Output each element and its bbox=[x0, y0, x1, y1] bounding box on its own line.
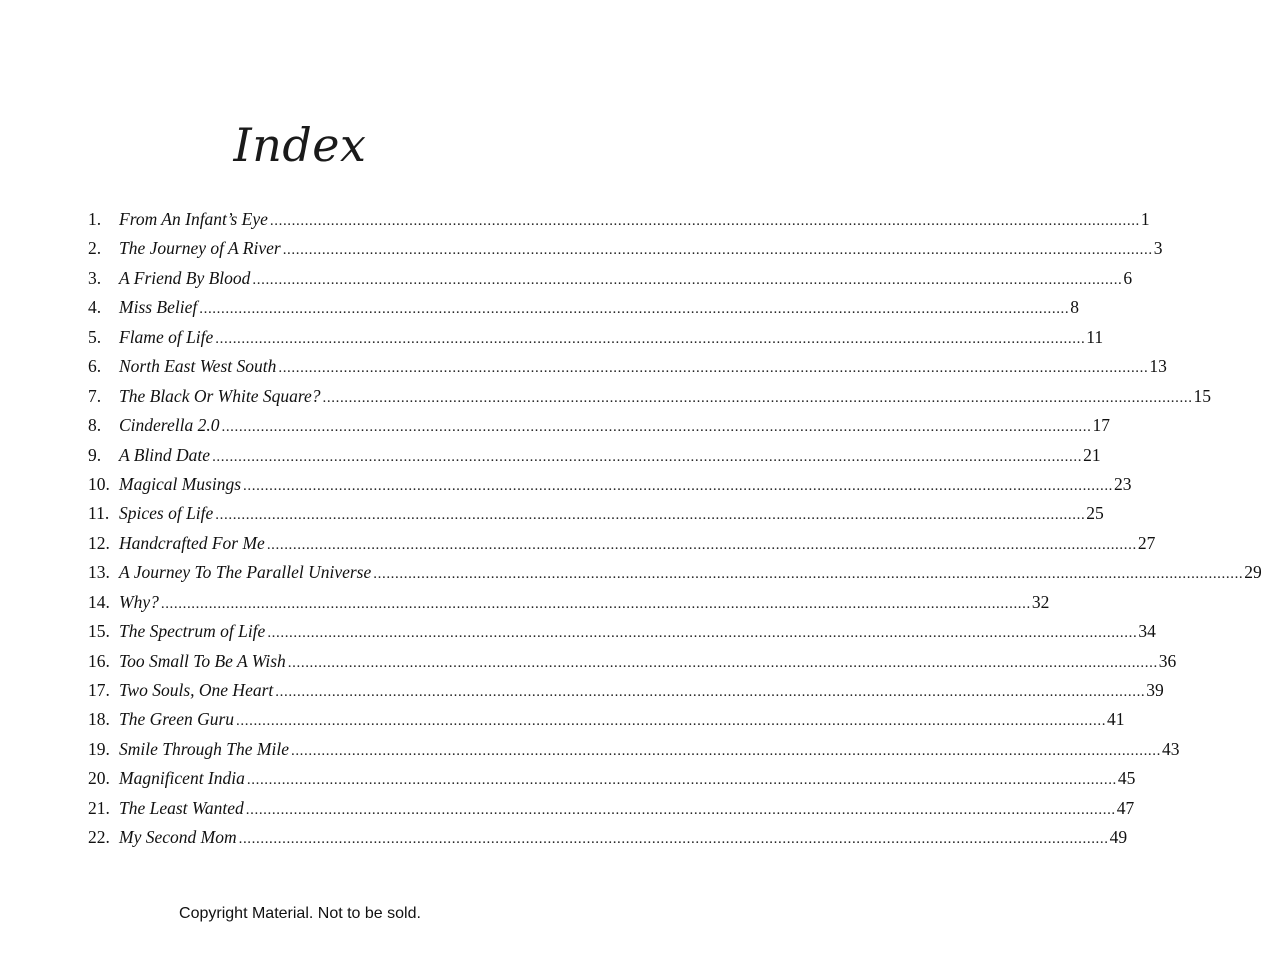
toc-entry-page-number: 43 bbox=[1161, 738, 1180, 759]
toc-entry[interactable] bbox=[88, 470, 1132, 499]
toc-entry-number: 21. bbox=[88, 797, 110, 818]
toc-dot-leader: ........................................................................................................................................................................................................ bbox=[215, 507, 1086, 524]
toc-dot-leader: ........................................................................................................................................................................................................ bbox=[212, 448, 1083, 465]
toc-entry-page-number: 3 bbox=[1153, 238, 1163, 259]
toc-entry-page-number: 32 bbox=[1031, 591, 1050, 612]
toc-entry-number: 16. bbox=[88, 650, 110, 671]
toc-dot-leader: ........................................................................................................................................................................................................ bbox=[278, 360, 1149, 377]
toc-entry[interactable] bbox=[88, 205, 1150, 234]
toc-dot-leader: ........................................................................................................................................................................................................ bbox=[269, 213, 1140, 229]
toc-dot-leader: ........................................................................................................................................................................................................ bbox=[245, 801, 1116, 818]
toc-entry-page-number: 15 bbox=[1193, 385, 1212, 406]
toc-entry-page-number: 47 bbox=[1116, 797, 1135, 818]
toc-entry-title[interactable]: Magnificent India bbox=[119, 768, 245, 789]
toc-entry-page-number: 21 bbox=[1083, 444, 1101, 465]
toc-entry-title[interactable]: The Spectrum of Life bbox=[119, 621, 266, 642]
toc-entry-title[interactable]: My Second Mom bbox=[119, 827, 237, 848]
toc-entry-number: 8. bbox=[88, 415, 102, 436]
toc-entry-page-number: 6 bbox=[1123, 267, 1133, 288]
toc-entry[interactable] bbox=[88, 705, 1125, 734]
copyright-footer: Copyright Material. Not to be sold. bbox=[179, 905, 421, 922]
toc-entry[interactable] bbox=[88, 676, 1164, 705]
toc-entry-title[interactable]: Miss Belief bbox=[119, 297, 198, 318]
toc-entry-title[interactable]: The Green Guru bbox=[119, 709, 235, 730]
toc-entry-page-number: 29 bbox=[1244, 562, 1262, 583]
toc-entry[interactable] bbox=[88, 647, 1177, 676]
toc-dot-leader: ........................................................................................................................................................................................................ bbox=[322, 389, 1193, 406]
toc-dot-leader: ........................................................................................................................................................................................................ bbox=[160, 595, 1031, 612]
toc-entry-page-number: 8 bbox=[1070, 297, 1079, 318]
toc-entry-number: 18. bbox=[88, 709, 110, 730]
toc-entry[interactable] bbox=[88, 323, 1104, 352]
toc-entry-title[interactable]: Smile Through The Mile bbox=[119, 738, 289, 759]
toc-entry[interactable] bbox=[88, 794, 1135, 823]
toc-entry[interactable] bbox=[88, 441, 1101, 470]
toc-dot-leader: ........................................................................................................................................................................................................ bbox=[221, 419, 1092, 436]
toc-dot-leader: ........................................................................................................................................................................................................ bbox=[238, 831, 1109, 848]
toc-dot-leader: ........................................................................................................................................................................................................ bbox=[290, 742, 1161, 759]
toc-entry-title[interactable]: Cinderella 2.0 bbox=[119, 415, 220, 436]
toc-entry[interactable] bbox=[88, 293, 1079, 322]
toc-entry-page-number: 49 bbox=[1109, 827, 1128, 848]
toc-entry-title[interactable]: The Black Or White Square? bbox=[119, 385, 321, 406]
toc-entry-number: 1. bbox=[88, 209, 102, 229]
toc-entry-page-number: 41 bbox=[1107, 709, 1125, 730]
toc-entry-title[interactable]: A Journey To The Parallel Universe bbox=[119, 562, 372, 583]
toc-entry-number: 10. bbox=[88, 473, 110, 494]
toc-entry-page-number: 39 bbox=[1146, 680, 1164, 700]
toc-dot-leader: ........................................................................................................................................................................................................ bbox=[267, 625, 1138, 642]
toc-entry-number: 15. bbox=[88, 621, 110, 642]
toc-entry-title[interactable]: From An Infant’s Eye bbox=[119, 209, 268, 229]
toc-entry[interactable] bbox=[88, 735, 1180, 764]
toc-entry-page-number: 25 bbox=[1086, 503, 1104, 524]
toc-entry-title[interactable]: The Journey of A River bbox=[119, 238, 281, 259]
toc-entry-title[interactable]: Two Souls, One Heart bbox=[119, 680, 274, 700]
toc-entry-page-number: 23 bbox=[1114, 473, 1132, 494]
toc-entry-page-number: 11 bbox=[1086, 326, 1104, 347]
toc-entry-page-number: 17 bbox=[1092, 415, 1110, 436]
toc-entry-number: 5. bbox=[88, 326, 102, 347]
toc-dot-leader: ........................................................................................................................................................................................................ bbox=[282, 242, 1153, 259]
toc-dot-leader: ........................................................................................................................................................................................................ bbox=[199, 301, 1070, 318]
toc-dot-leader: ........................................................................................................................................................................................................ bbox=[373, 566, 1244, 583]
toc-entry-page-number: 27 bbox=[1137, 532, 1156, 553]
toc-entry-title[interactable]: A Friend By Blood bbox=[119, 267, 251, 288]
toc-entry-page-number: 1 bbox=[1140, 209, 1150, 229]
toc-entry-number: 17. bbox=[88, 680, 110, 700]
toc-entry[interactable] bbox=[88, 764, 1136, 793]
toc-entry-number: 12. bbox=[88, 532, 110, 553]
toc-entry-number: 11. bbox=[88, 503, 110, 524]
toc-entry-number: 9. bbox=[88, 444, 102, 465]
toc-entry-title[interactable]: Why? bbox=[119, 591, 159, 612]
toc-entry[interactable] bbox=[88, 411, 1110, 440]
toc-entry[interactable] bbox=[88, 823, 1128, 852]
toc-entry-title[interactable]: Too Small To Be A Wish bbox=[119, 650, 286, 671]
toc-entry[interactable] bbox=[88, 499, 1104, 528]
toc-entry-page-number: 34 bbox=[1138, 621, 1156, 642]
toc-entry-page-number: 45 bbox=[1117, 768, 1136, 789]
toc-entry[interactable] bbox=[88, 558, 1262, 587]
toc-dot-leader: ........................................................................................................................................................................................................ bbox=[243, 477, 1114, 494]
toc-entry-title[interactable]: Spices of Life bbox=[119, 503, 214, 524]
toc-entry-number: 13. bbox=[88, 562, 110, 583]
toc-entry-number: 7. bbox=[88, 385, 102, 406]
toc-entry-number: 20. bbox=[88, 768, 110, 789]
toc-entry-title[interactable]: The Least Wanted bbox=[119, 797, 244, 818]
toc-entry-title[interactable]: Handcrafted For Me bbox=[119, 532, 265, 553]
toc-dot-leader: ........................................................................................................................................................................................................ bbox=[215, 330, 1086, 347]
toc-dot-leader: ........................................................................................................................................................................................................ bbox=[236, 713, 1107, 730]
toc-dot-leader: ........................................................................................................................................................................................................ bbox=[266, 536, 1137, 553]
toc-entry[interactable] bbox=[88, 352, 1167, 381]
table-of-contents bbox=[88, 205, 1262, 853]
toc-entry-number: 3. bbox=[88, 267, 102, 288]
toc-entry-page-number: 13 bbox=[1149, 356, 1167, 377]
toc-entry-title[interactable]: North East West South bbox=[119, 356, 277, 377]
toc-entry-number: 19. bbox=[88, 738, 110, 759]
toc-entry-page-number: 36 bbox=[1158, 650, 1177, 671]
toc-entry-title[interactable]: Flame of Life bbox=[119, 326, 214, 347]
page-title: Index bbox=[233, 118, 367, 172]
toc-entry[interactable] bbox=[88, 617, 1156, 646]
toc-entry-number: 14. bbox=[88, 591, 110, 612]
toc-entry[interactable] bbox=[88, 588, 1050, 617]
toc-entry-number: 4. bbox=[88, 297, 102, 318]
toc-entry[interactable] bbox=[88, 234, 1163, 263]
toc-entry-number: 2. bbox=[88, 238, 102, 259]
toc-dot-leader: ........................................................................................................................................................................................................ bbox=[252, 271, 1123, 288]
toc-entry-title[interactable]: A Blind Date bbox=[119, 444, 211, 465]
toc-entry[interactable] bbox=[88, 529, 1156, 558]
toc-entry-title[interactable]: Magical Musings bbox=[119, 473, 242, 494]
toc-entry-number: 6. bbox=[88, 356, 102, 377]
toc-entry-number: 22. bbox=[88, 827, 110, 848]
toc-entry[interactable] bbox=[88, 264, 1133, 293]
toc-dot-leader: ........................................................................................................................................................................................................ bbox=[275, 684, 1146, 700]
toc-entry[interactable] bbox=[88, 382, 1212, 411]
toc-dot-leader: ........................................................................................................................................................................................................ bbox=[246, 772, 1117, 789]
toc-dot-leader: ........................................................................................................................................................................................................ bbox=[287, 654, 1158, 671]
